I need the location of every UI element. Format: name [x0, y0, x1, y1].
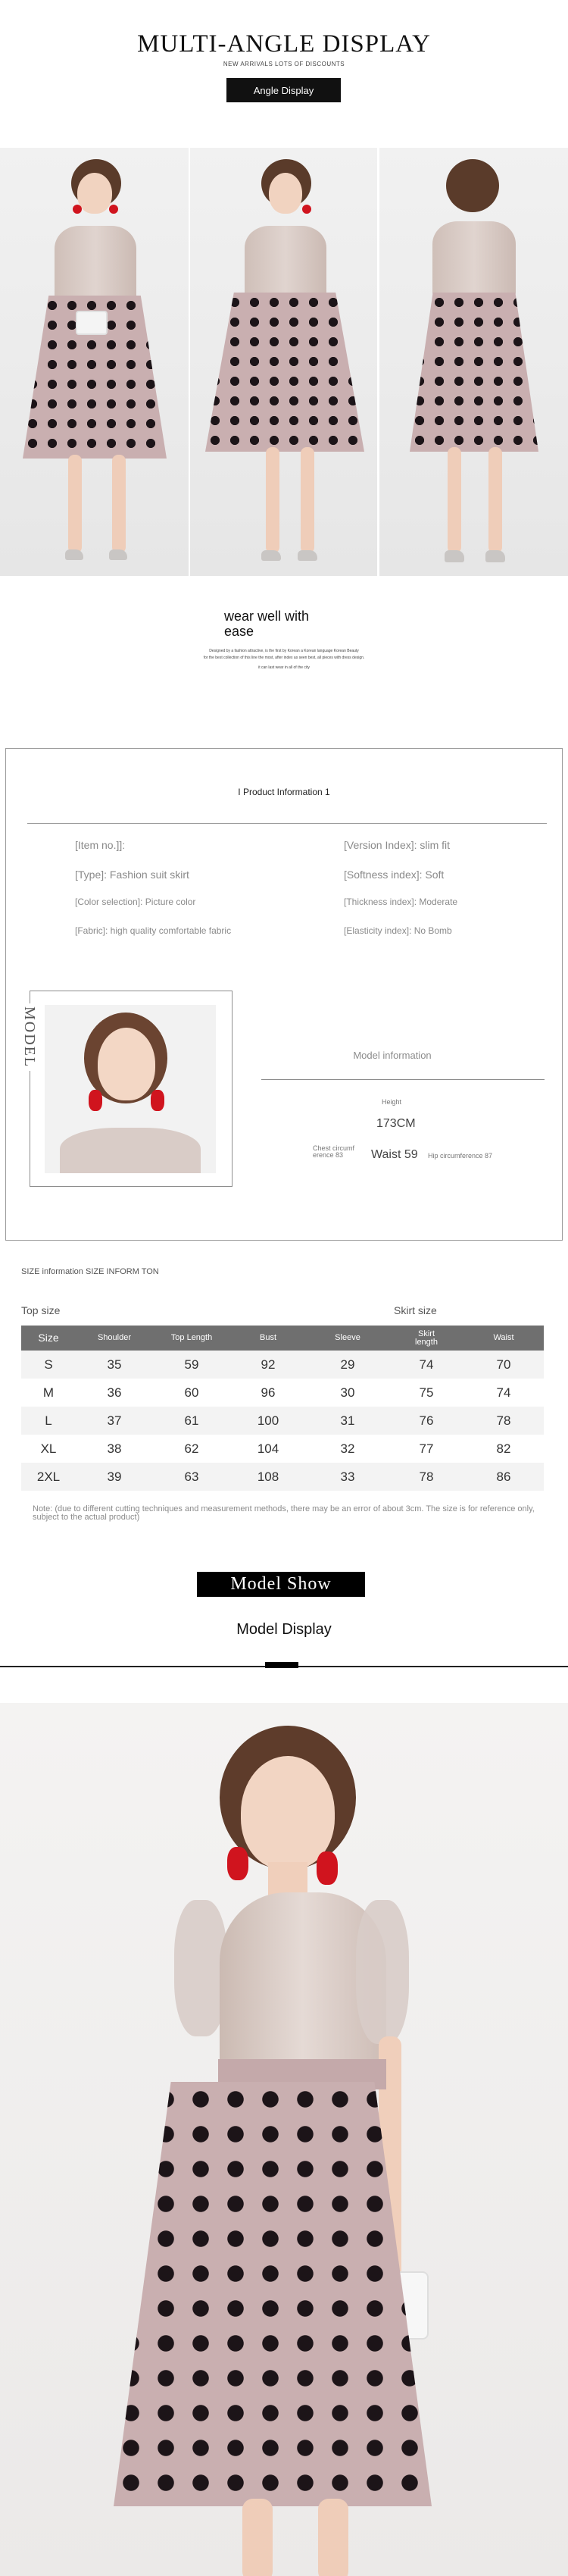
top-size-label: Top size [21, 1304, 61, 1316]
table-header-row [21, 1326, 544, 1351]
model-show-badge: Model Show [197, 1572, 365, 1597]
measurement-cell: 38 [76, 1435, 153, 1463]
measurement-cell: 78 [389, 1463, 463, 1491]
measurement-cell: 86 [463, 1463, 544, 1491]
waist-value: Waist 59 [371, 1148, 418, 1161]
measurement-cell: 30 [306, 1379, 389, 1407]
column-header: Size [21, 1326, 76, 1351]
wear-text-line: Designed by a fashion attractive, is the first by Korean a Korean language Korean Beauty [209, 649, 359, 653]
divider [261, 1079, 545, 1080]
measurement-cell: 92 [230, 1351, 306, 1379]
back-view-photo [379, 148, 568, 576]
item-no: [Item no.]]: [75, 839, 126, 851]
softness-index: [Softness index]: Soft [344, 869, 445, 881]
multi-angle-subtitle: NEW ARRIVALS LOTS OF DISCOUNTS [223, 61, 345, 67]
measurement-cell: 31 [306, 1407, 389, 1435]
fabric: [Fabric]: high quality comfortable fabric [75, 925, 232, 936]
measurement-cell: 37 [76, 1407, 153, 1435]
column-header: Shoulder [76, 1326, 153, 1351]
multi-angle-title: MULTI-ANGLE DISPLAY [137, 30, 431, 58]
model-show-photo [0, 1703, 568, 2576]
measurement-cell: 75 [389, 1379, 463, 1407]
model-info-title: Model information [353, 1050, 432, 1061]
model-vertical-label: MODEL [20, 1003, 38, 1071]
wear-well-title: wear well with ease [224, 609, 310, 639]
type: [Type]: Fashion suit skirt [75, 869, 189, 881]
skirt-size-label: Skirt size [394, 1304, 437, 1316]
measurement-cell: 100 [230, 1407, 306, 1435]
measurement-cell: 62 [153, 1435, 230, 1463]
size-cell: XL [21, 1435, 76, 1463]
measurement-cell: 29 [306, 1351, 389, 1379]
measurement-cell: 96 [230, 1379, 306, 1407]
wear-text-line: it can last wear in all of the city [258, 665, 310, 670]
column-header: Skirt length [389, 1326, 463, 1351]
version-index: [Version Index]: slim fit [344, 839, 451, 851]
earring-icon [302, 205, 311, 214]
measurement-cell: 104 [230, 1435, 306, 1463]
size-cell: M [21, 1379, 76, 1407]
measurement-cell: 63 [153, 1463, 230, 1491]
table-row [21, 1463, 544, 1491]
measurement-cell: 74 [389, 1351, 463, 1379]
size-cell: S [21, 1351, 76, 1379]
column-header: Top Length [153, 1326, 230, 1351]
measurement-cell: 78 [463, 1407, 544, 1435]
height-value: 173CM [376, 1117, 416, 1130]
table-row [21, 1435, 544, 1463]
earring-icon [317, 1851, 338, 1885]
measurement-cell: 61 [153, 1407, 230, 1435]
table-row [21, 1407, 544, 1435]
wear-text-line: for the best collection of this line the most, after index as seen best, all pieces with dress design. [203, 656, 365, 660]
column-header: Waist [463, 1326, 544, 1351]
model-figure [410, 159, 538, 568]
divider [27, 823, 547, 824]
table-row [21, 1379, 544, 1407]
earring-icon [89, 1090, 102, 1111]
earring-icon [73, 205, 82, 214]
model-figure [23, 159, 167, 568]
size-note: Note: (due to different cutting techniques and measurement methods, there may be an error of about 3cm. The size is for reference only, subject to the actual product) [33, 1504, 535, 1522]
column-header: Sleeve [306, 1326, 389, 1351]
measurement-cell: 70 [463, 1351, 544, 1379]
earring-icon [151, 1090, 164, 1111]
measurement-cell: 108 [230, 1463, 306, 1491]
size-cell: 2XL [21, 1463, 76, 1491]
hip-label: Hip circumference 87 [428, 1152, 493, 1160]
side-view-photo [190, 148, 377, 576]
chest-label: Chest circumf erence 83 [313, 1144, 355, 1159]
divider-mark [265, 1662, 298, 1668]
model-display-title: Model Display [236, 1621, 332, 1638]
size-table [21, 1326, 544, 1491]
measurement-cell: 77 [389, 1435, 463, 1463]
measurement-cell: 32 [306, 1435, 389, 1463]
earring-icon [227, 1847, 248, 1880]
measurement-cell: 33 [306, 1463, 389, 1491]
measurement-cell: 82 [463, 1435, 544, 1463]
measurement-cell: 39 [76, 1463, 153, 1491]
column-header: Bust [230, 1326, 306, 1351]
size-cell: L [21, 1407, 76, 1435]
front-view-photo [0, 148, 189, 576]
measurement-cell: 76 [389, 1407, 463, 1435]
elasticity-index: [Elasticity index]: No Bomb [344, 925, 452, 936]
model-portrait-photo [45, 1005, 216, 1173]
measurement-cell: 60 [153, 1379, 230, 1407]
product-info-title: I Product Information 1 [238, 787, 330, 797]
earring-icon [109, 205, 118, 214]
height-label: Height [382, 1098, 402, 1106]
angle-display-button[interactable]: Angle Display [226, 78, 341, 102]
measurement-cell: 59 [153, 1351, 230, 1379]
table-row [21, 1351, 544, 1379]
model-figure [205, 159, 364, 568]
color-selection: [Color selection]: Picture color [75, 897, 196, 907]
measurement-cell: 36 [76, 1379, 153, 1407]
thickness-index: [Thickness index]: Moderate [344, 897, 458, 907]
size-info-header: SIZE information SIZE INFORM TON [21, 1267, 159, 1276]
measurement-cell: 35 [76, 1351, 153, 1379]
measurement-cell: 74 [463, 1379, 544, 1407]
handbag-icon [76, 311, 108, 335]
